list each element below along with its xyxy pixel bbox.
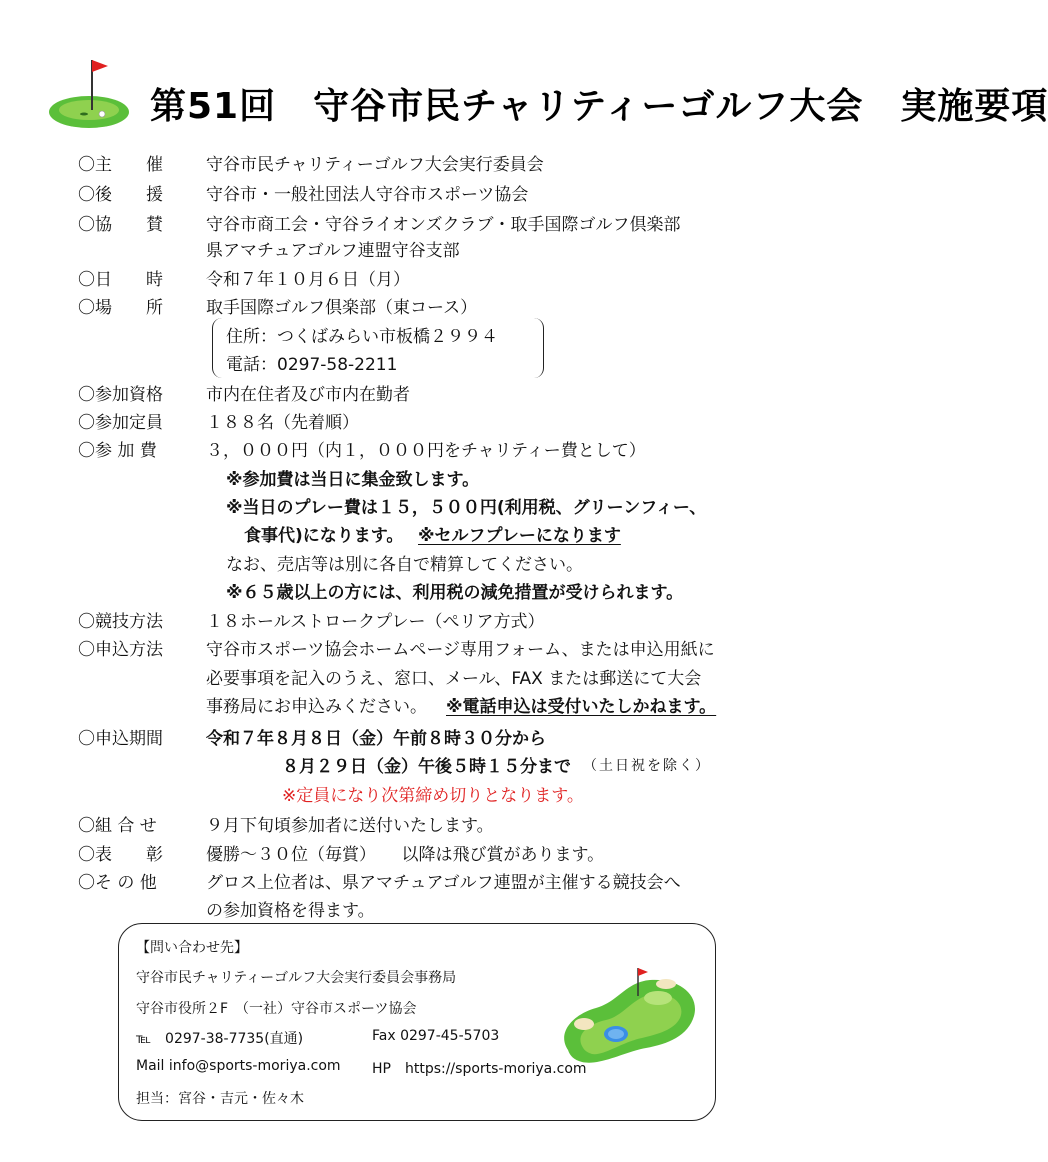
sponsor-value-2: 県アマチュアゴルフ連盟守谷支部 (206, 241, 460, 261)
fee-note-selfplay: ※セルフプレーになります (418, 526, 621, 546)
support-value: 守谷市・一般社団法人守谷市スポーツ協会 (206, 185, 529, 205)
other-line-2: の参加資格を得ます。 (206, 901, 375, 921)
pairing-label: 〇組 合 せ (78, 816, 157, 836)
fee-label: 〇参 加 費 (78, 441, 157, 461)
awards-label: 〇表 彰 (78, 845, 163, 865)
date-label: 〇日 時 (78, 270, 163, 290)
application-line-3: 事務局にお申込みください。 (206, 697, 427, 717)
capacity-label: 〇参加定員 (78, 413, 163, 433)
period-note: ※定員になり次第締め切りとなります。 (282, 786, 584, 806)
page-title: 第51回 守谷市民チャリティーゴルフ大会 実施要項 (150, 86, 1048, 127)
awards-value: 優勝～３０位（毎賞） 以降は飛び賞があります。 (206, 845, 605, 865)
application-line-2: 必要事項を記入のうえ、窓口、メール、FAX または郵送にて大会 (206, 669, 702, 689)
venue-address: 住所：つくばみらい市板橋２９９４ (226, 327, 498, 347)
application-no-phone: ※電話申込は受付いたしかねます。 (446, 697, 717, 717)
other-label: 〇そ の 他 (78, 873, 157, 893)
fee-note-play: ※当日のプレー費は１５，５００円(利用税、グリーンフィー、 (226, 498, 707, 518)
other-line-1: グロス上位者は、県アマチュアゴルフ連盟が主催する競技会へ (206, 873, 681, 893)
contact-tel: ℡ 0297-38-7735(直通) (136, 1031, 304, 1047)
period-label: 〇申込期間 (78, 729, 163, 749)
contact-office: 守谷市民チャリティーゴルフ大会実行委員会事務局 (136, 970, 457, 986)
format-label: 〇競技方法 (78, 612, 163, 632)
fee-note-collection: ※参加費は当日に集金致します。 (226, 470, 480, 490)
fee-note-meal: 食事代)になります。 (244, 526, 404, 546)
period-start: 令和７年８月８日（金）午前８時３０分から (206, 729, 546, 749)
venue-phone: 電話：0297-58-2211 (226, 355, 398, 375)
organizer-label: 〇主 催 (78, 155, 163, 175)
golf-green-icon (44, 52, 134, 132)
application-line-1: 守谷市スポーツ協会ホームページ専用フォーム、または申込用紙に (206, 640, 715, 660)
contact-mail (136, 1058, 341, 1074)
contact-staff: 担当：宮谷・吉元・佐々木 (136, 1091, 304, 1107)
capacity-value: １８８名（先着順） (206, 413, 359, 433)
fee-note-shop: なお、売店等は別に各自で精算してください。 (226, 555, 583, 575)
contact-mail-text[interactable]: Mail info@sports-moriya.com (136, 1058, 341, 1074)
venue-label: 〇場 所 (78, 298, 163, 318)
venue-value: 取手国際ゴルフ倶楽部（東コース） (206, 298, 478, 318)
eligibility-label: 〇参加資格 (78, 385, 163, 405)
sponsor-label: 〇協 賛 (78, 215, 163, 235)
golf-course-icon (548, 962, 708, 1072)
period-exclusion: （土日祝を除く） (583, 758, 711, 774)
period-end: ８月２９日（金）午後５時１５分まで (282, 757, 571, 777)
fee-note-senior: ※６５歳以上の方には、利用税の減免措置が受けられます。 (226, 583, 684, 603)
organizer-value: 守谷市民チャリティーゴルフ大会実行委員会 (206, 155, 544, 175)
eligibility-value: 市内在住者及び市内在勤者 (206, 385, 410, 405)
contact-location: 守谷市役所２F （一社）守谷市スポーツ協会 (136, 1001, 417, 1017)
contact-hp-text[interactable]: HP https://sports-moriya.com (372, 1061, 587, 1077)
date-value: 令和７年１０月６日（月） (206, 270, 410, 290)
contact-heading: 【問い合わせ先】 (136, 940, 248, 956)
fee-value: ３，０００円（内１，０００円をチャリティー費として） (206, 441, 646, 461)
contact-hp (372, 1058, 587, 1078)
pairing-value: ９月下旬頃参加者に送付いたします。 (206, 816, 494, 836)
sponsor-value: 守谷市商工会・守谷ライオンズクラブ・取手国際ゴルフ倶楽部 (206, 215, 681, 235)
support-label: 〇後 援 (78, 185, 163, 205)
application-label: 〇申込方法 (78, 640, 163, 660)
format-value: １８ホールストロークプレー（ぺリア方式） (206, 612, 545, 632)
contact-fax: Fax 0297-45-5703 (372, 1028, 500, 1044)
